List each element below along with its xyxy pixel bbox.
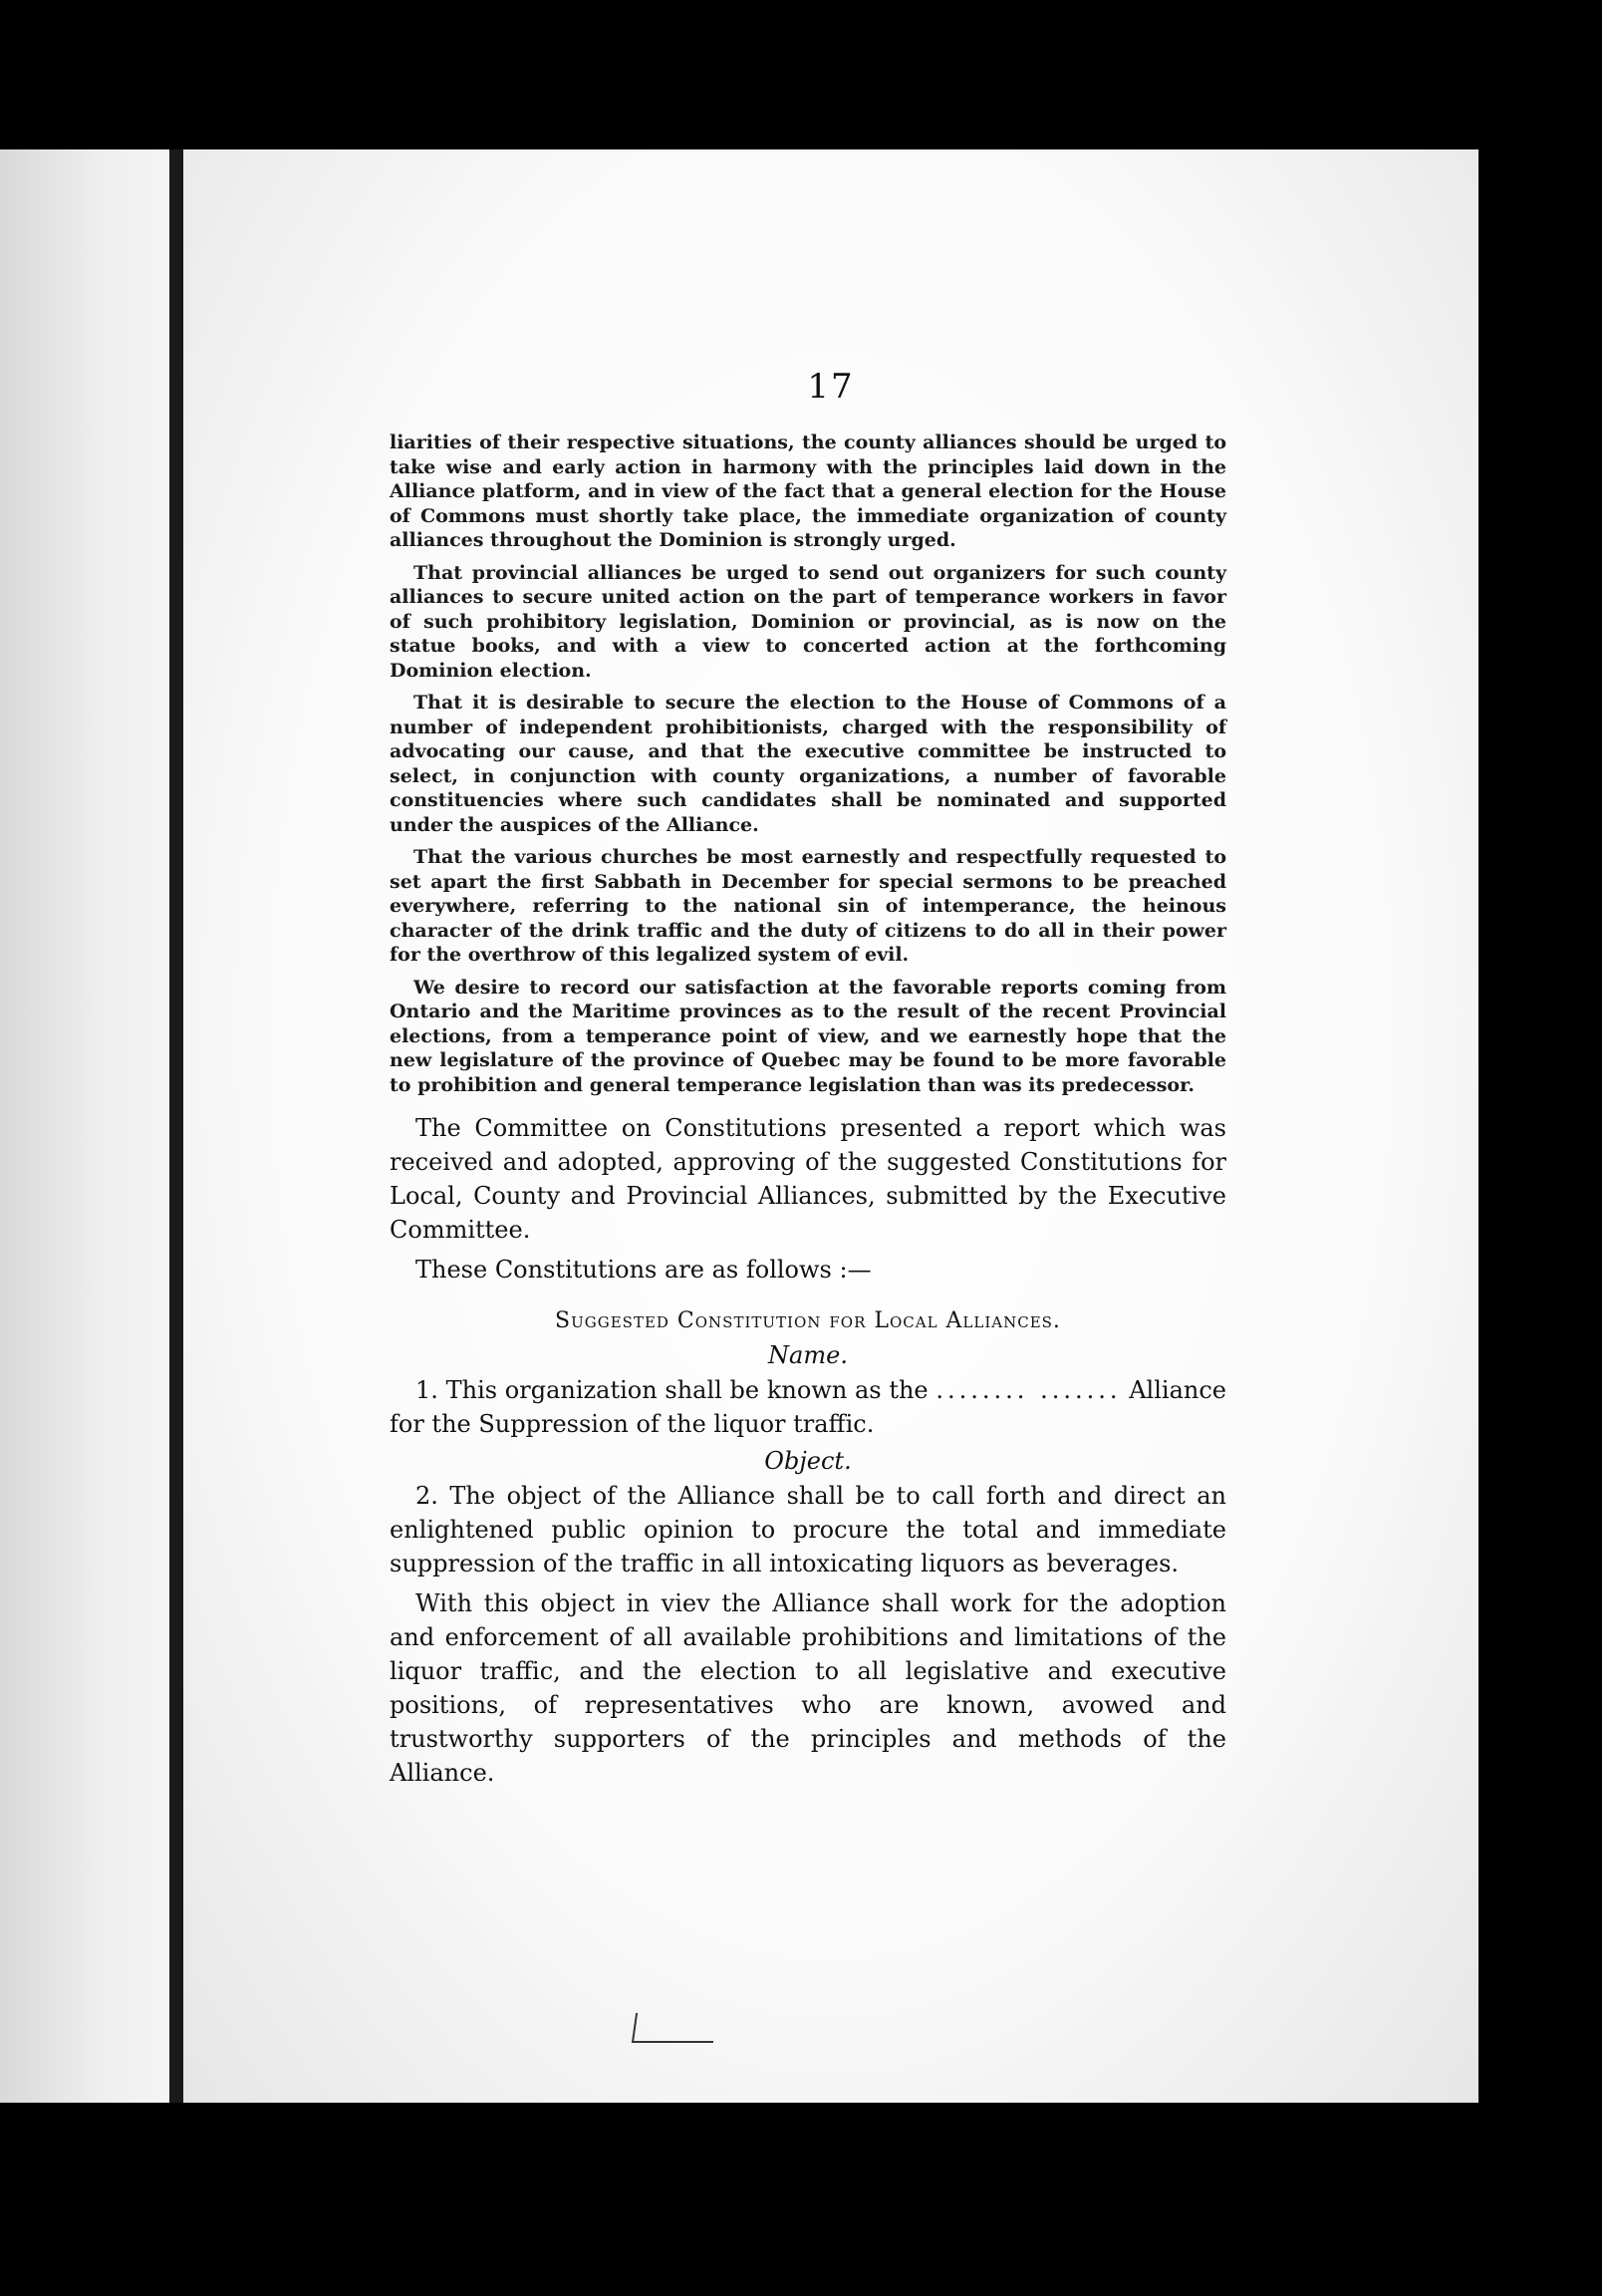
article-1-text: 1. This organization shall be known as the: [415, 1376, 929, 1404]
resolutions-block: [390, 430, 1226, 1097]
resolution-paragraph: That the various churches be most earnestly and respectfully requested to set apart the first Sabbath in December for special sermons to be preached everywhere, referring to the national sin of intemperance, the heinous character of the drink traffic and the duty of citizens to do all in their power for the overthrow of this legalized system of evil.: [390, 846, 1226, 966]
article-2: 2. The object of the Alliance shall be to call forth and direct an enlightened public opinion to procure the total and immediate suppression of the traffic in all intoxicating liquors as beverages.: [390, 1482, 1226, 1578]
object-subheading: Object.: [764, 1447, 852, 1475]
resolution-paragraph: We desire to record our satisfaction at the favorable reports coming from Ontario and the Maritime provinces as to the result of the recent Provincial elections, from a temperance point of view, and we earnestly hope that the new legislature of the province of Quebec may be found to be more favorable to prohibition and general temperance legislation than was its predecessor.: [390, 976, 1226, 1096]
book-spine: [169, 149, 183, 2103]
resolution-paragraph: That provincial alliances be urged to send out organizers for such county alliances to secure united action on the part of temperance workers in favor of such prohibitory legislation, Dominion or provincial, as is now on the statue books, and with a view to concerted action at the forthcoming Dominion election.: [390, 561, 1226, 682]
name-subheading: Name.: [768, 1341, 848, 1369]
article-1-blank: ........ .......: [935, 1376, 1122, 1404]
article-2-continued: With this object in viev the Alliance shall work for the adoption and enforcement of all available prohibitions and limitations of the liquor traffic, and the election to all legislative and executive positions, of representatives who are known, avowed and trustworthy supporters of the principles and methods of the Alliance.: [390, 1589, 1226, 1787]
constitutions-section: [390, 1111, 1226, 1790]
constitutions-intro: These Constitutions are as follows :—: [415, 1256, 872, 1284]
page-number: 17: [807, 367, 855, 407]
resolution-paragraph: That it is desirable to secure the election to the House of Commons of a number of independent prohibitionists, charged with the responsibility of advocating our cause, and that the executive committee be instructed to select, in conjunction with county organizations, a number of favorable constituencies where such candidates shall be nominated and supported under the auspices of the Alliance.: [390, 692, 1226, 836]
previous-page-edge: [0, 149, 169, 2103]
article-1: [390, 1373, 1226, 1441]
document-page: [183, 149, 1478, 2103]
committee-report-paragraph: The Committee on Constitutions presented a report which was received and adopted, approving of the suggested Constitutions for Local, County and Provincial Alliances, submitted by the Executive Committee.: [390, 1114, 1226, 1244]
handwritten-mark: [632, 2013, 717, 2043]
constitution-heading: Suggested Constitution for Local Alliances.: [555, 1308, 1061, 1333]
article-1-text-end: Alliance for the Suppression of the liquor traffic.: [390, 1376, 1226, 1438]
page-body: [390, 430, 1226, 1790]
resolution-paragraph: liarities of their respective situations, the county alliances should be urged to take wise and early action in harmony with the principles laid down in the Alliance platform, and in view of the fact that a general election for the House of Commons must shortly take place, the immediate organization of county alliances throughout the Dominion is strongly urged.: [390, 431, 1226, 551]
